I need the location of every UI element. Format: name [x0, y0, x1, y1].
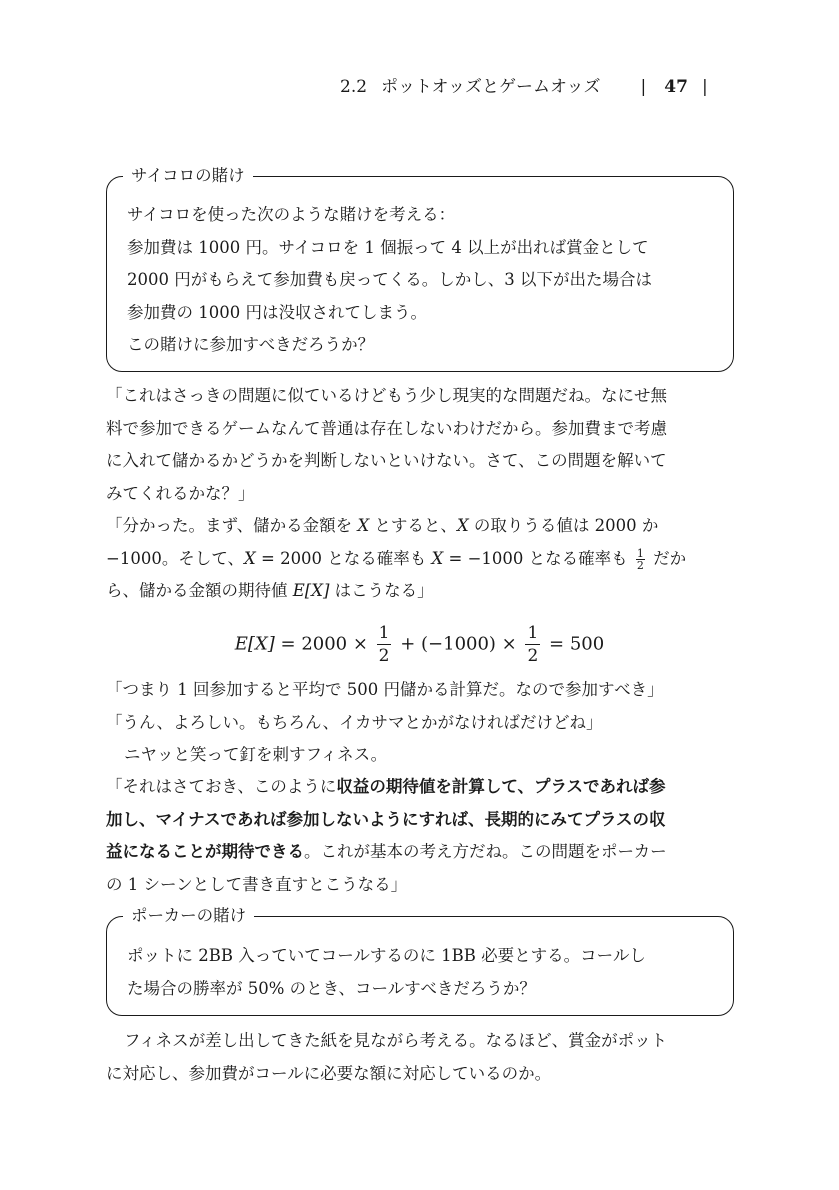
narration-paragraph — [106, 1025, 736, 1090]
text-line: フィネスが差し出してきた紙を見ながら考える。なるほど、賞金がポット — [124, 1031, 668, 1050]
text-line: 加し、マイナスであれば参加しないようにすれば、長期的にみてプラスの収 — [106, 809, 666, 829]
expected-value-equation: E[X] = 2000 × $\frac{1}{2}$ + (−1000) × $\frac{1}{2}$ = 500 — [234, 623, 605, 666]
text-line: 「つまり 1 回参加すると平均で 500 円儲かる計算だ。なので参加すべき」 — [106, 680, 664, 699]
text-line: 「これはさっきの問題に似ているけどもう少し現実的な問題だね。なにせ無 — [106, 386, 667, 405]
text-line: みてくれるかな？」 — [106, 483, 255, 503]
box-line: サイコロを使った次のような賭けを考える： — [127, 205, 456, 224]
text-line: に入れて儲かるかどうかを判断しないといけない。さて、この問題を解いて — [106, 451, 667, 470]
dialogue-paragraph-4 — [106, 771, 736, 901]
text-line: 料で参加できるゲームなんて普通は存在しないわけだから。参加費まで考慮 — [106, 418, 667, 438]
text-line: 「それはさておき、このように収益の期待値を計算して、プラスであれば参 — [106, 777, 666, 796]
text-line: ニヤッと笑って釘を刺すフィネス。 — [124, 745, 388, 764]
text-line: −1000。そして、X = 2000 となる確率も X = −1000 となる確率も $\frac{1}{2}$ だか — [106, 546, 687, 572]
box-line: た場合の勝率が 50% のとき、コールすべきだろうか？ — [127, 978, 536, 998]
equation-fraction: $\frac{1}{2}$ — [378, 623, 390, 666]
box-line: 参加費の 1000 円は没収されてしまう。 — [127, 302, 427, 322]
text-line: 「うん、よろしい。もちろん、イカサマとかがなければだけどね」 — [106, 712, 603, 732]
header-separator-right: | — [701, 77, 708, 97]
poker-bet-box — [106, 906, 734, 1016]
poker-bet-title: ポーカーの賭け — [123, 904, 254, 928]
dice-bet-title: サイコロの賭け — [123, 164, 253, 188]
header-separator: | — [640, 77, 647, 97]
dialogue-paragraph-1 — [106, 380, 736, 510]
section-title: ポットオッズとゲームオッズ — [381, 77, 601, 97]
section-number: 2.2 — [340, 77, 368, 97]
text-line: 「分かった。まず、儲かる金額を X とすると、X の取りうる値は 2000 か — [106, 516, 659, 535]
running-header — [340, 76, 708, 98]
equation-fraction: $\frac{1}{2}$ — [527, 623, 539, 666]
dice-bet-box — [106, 166, 734, 372]
box-line: 参加費は 1000 円。サイコロを 1 個振って 4 以上が出れば賞金として — [127, 237, 649, 257]
inline-fraction: $\frac{1}{2}$ — [636, 546, 644, 572]
dialogue-paragraph-2 — [106, 510, 736, 608]
box-line: 2000 円がもらえて参加費も戻ってくる。しかし、3 以下が出た場合は — [127, 270, 652, 289]
text-line: の 1 シーンとして書き直すとこうなる」 — [106, 874, 408, 894]
text-line: ら、儲かる金額の期待値 E[X] はこうなる」 — [106, 581, 434, 600]
page-number: 47 — [664, 77, 688, 97]
box-line: この賭けに参加すべきだろうか？ — [127, 335, 375, 354]
text-line: 益になることが期待できる。これが基本の考え方だね。この問題をポーカー — [106, 842, 667, 861]
dialogue-paragraph-3 — [106, 674, 736, 772]
text-line: に対応し、参加費がコールに必要な額に対応しているのか。 — [106, 1063, 552, 1083]
box-line: ポットに 2BB 入っていてコールするのに 1BB 必要とする。コールし — [127, 946, 646, 965]
